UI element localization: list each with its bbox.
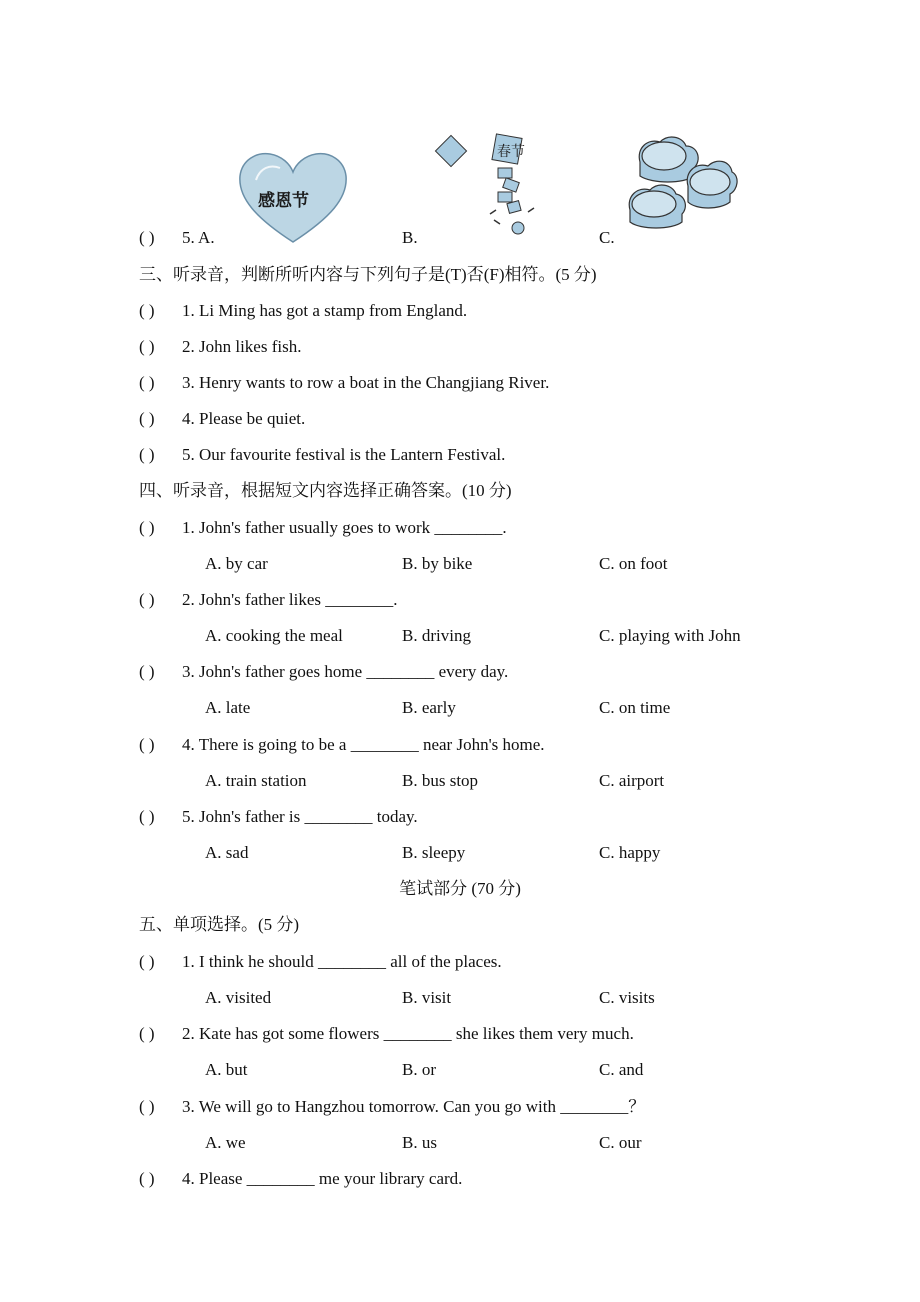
s4-q5-option-c: C. happy — [599, 843, 661, 862]
s5-question-text: 4. Please ________ me your library card. — [182, 1169, 463, 1188]
q5-option-b-label: B. — [402, 228, 418, 247]
s5-q2-option-a: A. but — [205, 1060, 248, 1079]
s4-q2-option-c: C. playing with John — [599, 626, 741, 645]
s4-q2-option-a: A. cooking the meal — [205, 626, 343, 645]
s5-q2-option-c: C. and — [599, 1060, 644, 1079]
s4-q5-option-a: A. sad — [205, 843, 249, 862]
s4-q1-option-b: B. by bike — [402, 554, 473, 573]
s3-item-text: 5. Our favourite festival is the Lantern Festival. — [182, 445, 506, 464]
spring-festival-image — [434, 132, 544, 244]
s4-q2-option-b: B. driving — [402, 626, 471, 645]
s3-item-text: 4. Please be quiet. — [182, 409, 306, 428]
s5-q2-option-b: B. or — [402, 1060, 436, 1079]
answer-paren: ( ) — [139, 952, 155, 971]
answer-paren: ( ) — [139, 409, 155, 428]
s3-item-text: 3. Henry wants to row a boat in the Changjiang River. — [182, 373, 550, 392]
s5-question-text: 2. Kate has got some flowers ________ she likes them very much. — [182, 1024, 634, 1043]
written-part-title: 笔试部分 (70 分) — [399, 879, 521, 898]
section5-heading: 五、单项选择。(5 分) — [139, 915, 300, 934]
s3-item-text: 1. Li Ming has got a stamp from England. — [182, 301, 468, 320]
s5-q1-option-c: C. visits — [599, 988, 655, 1007]
s4-q1-option-c: C. on foot — [599, 554, 668, 573]
answer-paren: ( ) — [139, 445, 155, 464]
answer-paren: ( ) — [139, 228, 155, 247]
thanksgiving-heart-image — [236, 150, 350, 246]
s5-q3-option-b: B. us — [402, 1133, 437, 1152]
answer-paren: ( ) — [139, 1024, 155, 1043]
s5-q1-option-b: B. visit — [402, 988, 452, 1007]
s4-question-text: 3. John's father goes home ________ every day. — [182, 662, 509, 681]
s4-question-text: 4. There is going to be a ________ near John's home. — [182, 735, 545, 754]
s5-q3-option-a: A. we — [205, 1133, 246, 1152]
q5-option-c-label: C. — [599, 228, 615, 247]
answer-paren: ( ) — [139, 518, 155, 537]
s5-q1-option-a: A. visited — [205, 988, 272, 1007]
answer-paren: ( ) — [139, 337, 155, 356]
s4-question-text: 5. John's father is ________ today. — [182, 807, 418, 826]
answer-paren: ( ) — [139, 662, 155, 681]
answer-paren: ( ) — [139, 301, 155, 320]
s4-question-text: 2. John's father likes ________. — [182, 590, 398, 609]
s3-item-text: 2. John likes fish. — [182, 337, 302, 356]
s4-q3-option-a: A. late — [205, 698, 251, 717]
answer-paren: ( ) — [139, 373, 155, 392]
thanksgiving-text: 感恩节 — [258, 191, 309, 211]
s4-q4-option-b: B. bus stop — [402, 771, 479, 790]
answer-paren: ( ) — [139, 1169, 155, 1188]
answer-paren: ( ) — [139, 590, 155, 609]
s4-q3-option-b: B. early — [402, 698, 456, 717]
answer-paren: ( ) — [139, 807, 155, 826]
q5-image-label: 5. A. — [182, 228, 215, 247]
answer-paren: ( ) — [139, 1097, 155, 1116]
answer-paren: ( ) — [139, 735, 155, 754]
s5-q3-option-c: C. our — [599, 1133, 642, 1152]
s5-question-text: 3. We will go to Hangzhou tomorrow. Can you go with ________？ — [182, 1097, 646, 1116]
s4-q4-option-a: A. train station — [205, 771, 307, 790]
s4-question-text: 1. John's father usually goes to work ________. — [182, 518, 507, 537]
s4-q1-option-a: A. by car — [205, 554, 268, 573]
s4-q3-option-c: C. on time — [599, 698, 671, 717]
section3-heading: 三、听录音，判断所听内容与下列句子是(T)否(F)相符。(5 分) — [139, 265, 597, 284]
s5-question-text: 1. I think he should ________ all of the places. — [182, 952, 502, 971]
s4-q5-option-b: B. sleepy — [402, 843, 466, 862]
spring-festival-text: 春节 — [497, 144, 525, 160]
section4-heading: 四、听录音，根据短文内容选择正确答案。(10 分) — [139, 481, 512, 500]
s4-q4-option-c: C. airport — [599, 771, 665, 790]
mooncakes-image — [626, 134, 738, 242]
